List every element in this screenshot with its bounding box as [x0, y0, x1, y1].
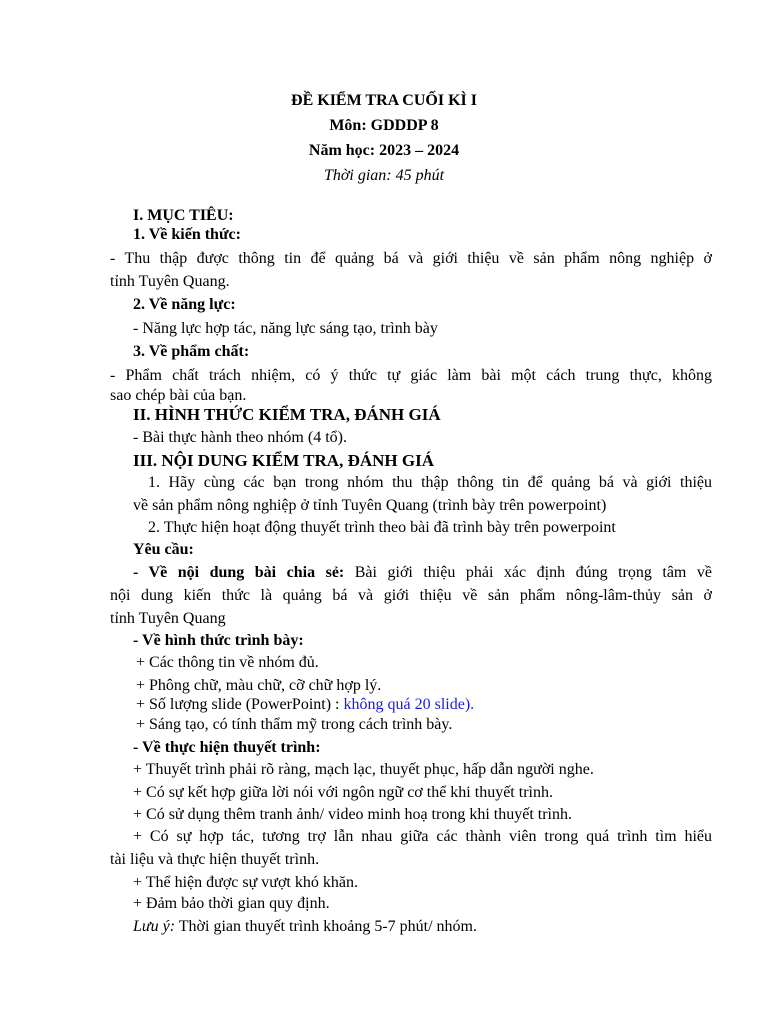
presentation-item: + Có sự hợp tác, tương trợ lẫn nhau giữa các thành viên trong quá trình tìm hiểu — [133, 828, 712, 845]
section-1-heading: I. MỤC TIÊU: — [133, 207, 234, 224]
exam-subject: Môn: GDDDP 8 — [329, 117, 439, 134]
content-requirement-text: Bài giới thiệu phải xác định đúng trọng tâm về — [344, 564, 712, 581]
section-3-heading: III. NỘI DUNG KIỂM TRA, ĐÁNH GIÁ — [133, 451, 434, 470]
note-text: Thời gian thuyết trình khoảng 5-7 phút/ nhóm. — [175, 918, 477, 935]
quality-text-line-2: sao chép bài của bạn. — [110, 387, 247, 404]
ability-text: - Năng lực hợp tác, năng lực sáng tạo, trình bày — [133, 320, 438, 337]
form-item-slides — [136, 695, 474, 715]
exam-duration: Thời gian: 45 phút — [323, 167, 445, 184]
presentation-item: + Thể hiện được sự vượt khó khăn. — [133, 874, 358, 891]
task-1-line-1: 1. Hãy cùng các bạn trong nhóm thu thập thông tin để quảng bá và giới thiệu — [148, 474, 712, 491]
quality-text-line-1: - Phẩm chất trách nhiệm, có ý thức tự giác làm bài một cách trung thực, không — [110, 367, 712, 384]
requirements-heading: Yêu cầu: — [133, 541, 194, 558]
quality-heading: 3. Về phẩm chất: — [133, 343, 250, 360]
content-requirement-label: - Về nội dung bài chia sẻ: — [133, 564, 345, 581]
presentation-item: + Thuyết trình phải rõ ràng, mạch lạc, thuyết phục, hấp dẫn người nghe. — [133, 761, 594, 778]
section-2-text: - Bài thực hành theo nhóm (4 tổ). — [133, 429, 347, 446]
presentation-item: + Có sự kết hợp giữa lời nói với ngôn ngữ cơ thể khi thuyết trình. — [133, 784, 553, 801]
content-requirement-line-3: tỉnh Tuyên Quang — [110, 610, 226, 627]
school-year: Năm học: 2023 – 2024 — [308, 142, 460, 159]
ability-heading: 2. Về năng lực: — [133, 296, 236, 313]
slide-count-label: + Số lượng slide (PowerPoint) : — [136, 696, 344, 713]
presentation-requirement-heading: - Về thực hiện thuyết trình: — [133, 739, 321, 756]
presentation-item: + Đảm bảo thời gian quy định. — [133, 895, 330, 912]
knowledge-heading: 1. Về kiến thức: — [133, 226, 241, 243]
presentation-item: + Có sử dụng thêm tranh ảnh/ video minh hoạ trong khi thuyết trình. — [133, 806, 572, 823]
exam-title: ĐỀ KIỂM TRA CUỐI KÌ I — [291, 92, 477, 109]
form-requirement-heading: - Về hình thức trình bày: — [133, 632, 304, 649]
slide-limit-text: không quá 20 slide). — [343, 696, 475, 713]
knowledge-text-line-2: tỉnh Tuyên Quang. — [110, 273, 230, 290]
knowledge-text-line-1: - Thu thập được thông tin để quảng bá và giới thiệu về sản phẩm nông nghiệp ở — [110, 250, 712, 267]
content-requirement-line-2: nội dung kiến thức là quảng bá và giới thiệu về sản phẩm nông-lâm-thủy sản ở — [110, 587, 712, 604]
section-2-heading: II. HÌNH THỨC KIỂM TRA, ĐÁNH GIÁ — [133, 405, 441, 424]
task-1-line-2: về sản phẩm nông nghiệp ở tỉnh Tuyên Quang (trình bày trên powerpoint) — [133, 497, 607, 514]
form-item: + Phông chữ, màu chữ, cỡ chữ hợp lý. — [136, 677, 382, 694]
presentation-item-continued: tài liệu và thực hiện thuyết trình. — [110, 851, 320, 868]
task-2: 2. Thực hiện hoạt động thuyết trình theo bài đã trình bày trên powerpoint — [148, 519, 616, 536]
note-label: Lưu ý: — [133, 918, 176, 935]
form-item: + Các thông tin về nhóm đủ. — [136, 654, 319, 671]
form-item: + Sáng tạo, có tính thẩm mỹ trong cách trình bày. — [136, 716, 453, 733]
content-requirement-line-1 — [133, 563, 712, 583]
note-line — [133, 917, 477, 937]
